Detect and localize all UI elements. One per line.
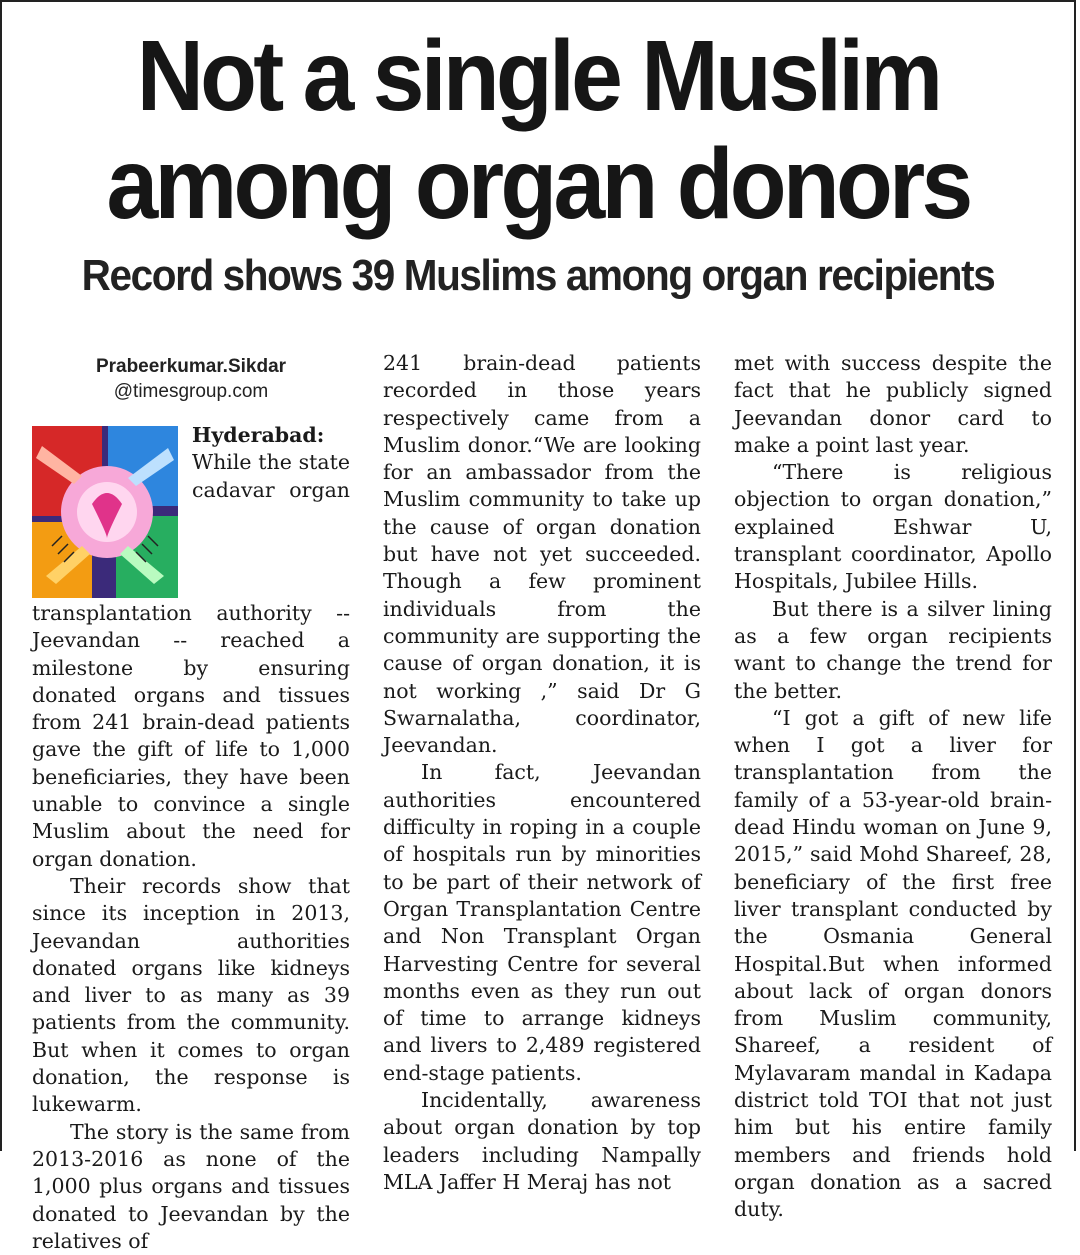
subheadline: Record shows 39 Muslims among organ recipients <box>81 251 995 300</box>
article-column-2 <box>383 350 701 1255</box>
dateline: Hyderabad: <box>192 423 325 447</box>
headline <box>40 2 1037 238</box>
article-paragraph: “I got a gift of new life when I got a liver for transplantation from the family of a 53-year-old brain-dead Hindu woman on June 9, 2015,” said Mohd Shareef, 28, beneficiary of the first free liver transplant conducted by the Osmania General Hospital.But when informed about lack of organ donors from Muslim community, Shareef, a resident of Mylavaram mandal in Kadapa district told TOI that not just him but his entire family members and friends hold organ donation as a sacred duty. <box>734 705 1052 1222</box>
article-paragraph: Incidentally, awareness about organ donation by top leaders including Nampally MLA Jaffer H Meraj has not <box>383 1088 701 1194</box>
byline-email: @timesgroup.com <box>113 381 269 402</box>
article-paragraph: The story is the same from 2013-2016 as none of the 1,000 plus organs and tissues donated to Jeevandan by the relatives of <box>32 1119 350 1253</box>
article-paragraph: Their records show that since its inception in 2013, Jeevandan authorities donated organs like kidneys and liver to as many as 39 patients from the community. But when it comes to organ donation, the response is lukewarm. <box>32 873 350 1117</box>
article-paragraph <box>32 422 350 873</box>
article-text: While the state cadavar organ transplantation authority -- Jeevandan -- reached a milestone by ensuring donated organs and tissues from 241 brain-dead patients gave the gift of life to 1,000 beneficiaries, they have been unable to convince a single Muslim about the need for organ donation. <box>32 450 350 871</box>
article-paragraph: In fact, Jeevandan authorities encountered difficulty in roping in a couple of hospitals run by minorities to be part of their network of Organ Transplantation Centre and Non Transplant Organ Harvesting Centre for several months even as they run out of time to arrange kidneys and livers to 2,489 registered end-stage patients. <box>383 760 701 1085</box>
headline-line-2: among organ donors <box>106 128 970 240</box>
article-column-1 <box>32 350 350 1255</box>
article-paragraph: “There is religious objection to organ donation,” explained Eshwar U, transplant coordinator, Apollo Hospitals, Jubilee Hills. <box>734 460 1052 594</box>
article-paragraph: met with success despite the fact that he publicly signed Jeevandan donor card to make a point last year. <box>734 351 1052 457</box>
hands-heart-illustration-icon <box>32 426 178 598</box>
article-body <box>32 350 1052 1255</box>
byline-name: Prabeerkumar.Sikdar <box>95 356 287 377</box>
article-column-3 <box>734 350 1052 1255</box>
headline-line-1: Not a single Muslim <box>136 20 940 132</box>
article-paragraph: But there is a silver lining as a few organ recipients want to change the trend for the better. <box>734 596 1052 703</box>
article-paragraph: 241 brain-dead patients recorded in those years respectively came from a Muslim donor.“We are looking for an ambassador from the Muslim community to take up the cause of organ donation but have not yet succeeded. Though a few prominent individuals from the community are supporting the cause of organ donation, it is not working ,” said Dr G Swarnalatha, coordinator, Jeevandan. <box>383 351 701 758</box>
byline <box>32 354 350 404</box>
